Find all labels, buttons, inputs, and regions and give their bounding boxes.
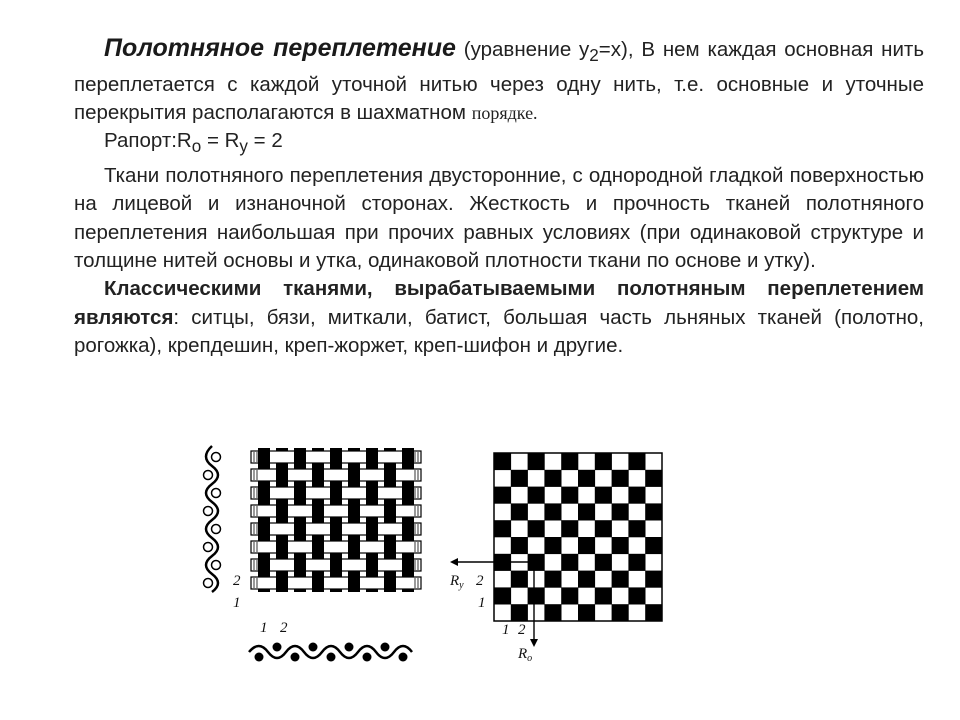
raport-line bbox=[74, 127, 924, 162]
checker-cell bbox=[645, 571, 662, 588]
warp-float bbox=[294, 485, 306, 501]
warp-float bbox=[276, 467, 288, 483]
right-col-label-2: 2 bbox=[518, 622, 526, 638]
weave-structure-figure bbox=[190, 440, 440, 675]
warp-float bbox=[402, 449, 414, 465]
ro-label: $R_o$ bbox=[518, 646, 533, 664]
checker-cell bbox=[561, 453, 578, 470]
warp-float bbox=[330, 485, 342, 501]
checker-cell bbox=[595, 587, 612, 604]
warp-end bbox=[204, 579, 213, 588]
warp-float bbox=[258, 449, 270, 465]
checker-cell bbox=[628, 520, 645, 537]
checker-cell bbox=[578, 571, 595, 588]
warp-float bbox=[348, 467, 360, 483]
row-label-2: 2 bbox=[233, 573, 241, 589]
checker-cell bbox=[595, 520, 612, 537]
weft-end bbox=[345, 643, 354, 652]
warp-float bbox=[384, 503, 396, 519]
checker-cell bbox=[528, 520, 545, 537]
checker-cell bbox=[628, 487, 645, 504]
warp-end bbox=[212, 561, 221, 570]
warp-float bbox=[294, 449, 306, 465]
warp-float bbox=[366, 485, 378, 501]
warp-end bbox=[204, 543, 213, 552]
warp-float bbox=[294, 521, 306, 537]
intro-paragraph bbox=[74, 34, 924, 127]
checker-cell bbox=[628, 587, 645, 604]
warp-float bbox=[258, 485, 270, 501]
right-row-label-2: 2 bbox=[476, 573, 484, 589]
weft-end bbox=[273, 643, 282, 652]
checker-cell bbox=[528, 587, 545, 604]
checker-cell bbox=[578, 537, 595, 554]
raport-label: Рапорт:R bbox=[104, 129, 192, 153]
checker-cell bbox=[511, 503, 528, 520]
weft-end bbox=[255, 653, 264, 662]
warp-end bbox=[204, 471, 213, 480]
warp-float bbox=[330, 449, 342, 465]
checker-cell bbox=[511, 571, 528, 588]
checker-cell bbox=[612, 470, 629, 487]
checker-cell bbox=[612, 604, 629, 621]
checker-cell bbox=[612, 537, 629, 554]
checker-cell bbox=[544, 503, 561, 520]
checker-cell bbox=[528, 453, 545, 470]
row-label-1: 1 bbox=[233, 595, 241, 611]
checker-cell bbox=[494, 487, 511, 504]
checker-cell bbox=[578, 503, 595, 520]
checker-cell bbox=[578, 470, 595, 487]
checker-cell bbox=[494, 453, 511, 470]
warp-float bbox=[276, 539, 288, 555]
warp-float bbox=[384, 575, 396, 591]
right-col-label-1: 1 bbox=[502, 622, 510, 638]
intro-text: =x), В нем каждая основная нить переплетается с каждой уточной нитью через одну нить, т.е. основные и уточные перекрытия располагаются в шахматном bbox=[74, 38, 925, 124]
ry-label: $R_y$ bbox=[450, 573, 464, 591]
warp-float bbox=[384, 467, 396, 483]
warp-float bbox=[384, 539, 396, 555]
raport-sub-o: o bbox=[191, 137, 202, 157]
checker-cell bbox=[511, 537, 528, 554]
checker-cell bbox=[595, 554, 612, 571]
warp-float bbox=[312, 575, 324, 591]
warp-end bbox=[204, 507, 213, 516]
warp-float bbox=[366, 521, 378, 537]
fabrics-list: : ситцы, бязи, миткали, батист, большая часть льняных тканей (полотно, рогожка), крепдешин, креп-жоржет, креп-шифон и другие. bbox=[74, 305, 924, 358]
raport-mid: = R bbox=[201, 129, 240, 153]
warp-float bbox=[312, 467, 324, 483]
warp-float bbox=[402, 485, 414, 501]
intro-equation-open: (уравнение y bbox=[455, 38, 590, 61]
col-label-1: 1 bbox=[260, 620, 268, 636]
warp-float bbox=[330, 557, 342, 573]
warp-float bbox=[348, 539, 360, 555]
warp-float bbox=[276, 575, 288, 591]
checker-cell bbox=[612, 503, 629, 520]
weft-end bbox=[381, 643, 390, 652]
warp-end bbox=[212, 525, 221, 534]
checker-cell bbox=[645, 604, 662, 621]
checkerboard-figure bbox=[440, 440, 680, 670]
warp-float bbox=[402, 521, 414, 537]
checker-cell bbox=[645, 470, 662, 487]
checker-cell bbox=[561, 554, 578, 571]
checker-cell bbox=[544, 537, 561, 554]
checker-cell bbox=[628, 554, 645, 571]
intro-last-word: порядке. bbox=[471, 102, 538, 123]
checker-cell bbox=[628, 453, 645, 470]
weft-end bbox=[291, 653, 300, 662]
checker-cell bbox=[561, 520, 578, 537]
weft-end bbox=[327, 653, 336, 662]
raport-end: = 2 bbox=[247, 129, 283, 153]
checker-cell bbox=[645, 537, 662, 554]
warp-float bbox=[258, 557, 270, 573]
checker-cell bbox=[544, 470, 561, 487]
checker-cell bbox=[561, 487, 578, 504]
checker-cell bbox=[595, 487, 612, 504]
weave-grid bbox=[251, 448, 421, 592]
warp-cross-section bbox=[249, 643, 412, 662]
warp-float bbox=[312, 503, 324, 519]
weft-end bbox=[363, 653, 372, 662]
warp-float bbox=[402, 557, 414, 573]
intro-equation-sub: 2 bbox=[589, 46, 599, 66]
warp-float bbox=[366, 449, 378, 465]
checker-cell bbox=[645, 503, 662, 520]
warp-float bbox=[294, 557, 306, 573]
checker-cell bbox=[578, 604, 595, 621]
warp-float bbox=[330, 521, 342, 537]
warp-float bbox=[348, 575, 360, 591]
warp-float bbox=[348, 503, 360, 519]
warp-end bbox=[212, 489, 221, 498]
fabrics-bold: Классическими тканями, вырабатываемыми полотняным переплетением являются bbox=[74, 277, 924, 329]
checker-cell bbox=[595, 453, 612, 470]
checker-cell bbox=[511, 470, 528, 487]
checker-cell bbox=[561, 587, 578, 604]
raport-sub-y: y bbox=[239, 137, 248, 157]
text-body bbox=[74, 34, 924, 361]
col-label-2: 2 bbox=[280, 620, 288, 636]
warp-float bbox=[366, 557, 378, 573]
weft-end bbox=[309, 643, 318, 652]
warp-end bbox=[212, 453, 221, 462]
checker-cell bbox=[612, 571, 629, 588]
checker-cell bbox=[528, 487, 545, 504]
checker-cell bbox=[544, 571, 561, 588]
weft-cross-section bbox=[204, 446, 221, 592]
warp-float bbox=[312, 539, 324, 555]
section-title: Полотняное переплетение bbox=[104, 34, 456, 62]
warp-float bbox=[258, 521, 270, 537]
checker-cell bbox=[494, 520, 511, 537]
weft-end bbox=[399, 653, 408, 662]
checker-cell bbox=[494, 587, 511, 604]
checker-cell bbox=[544, 604, 561, 621]
fabrics-paragraph bbox=[74, 275, 924, 360]
right-row-label-1: 1 bbox=[478, 595, 486, 611]
warp-float bbox=[276, 503, 288, 519]
properties-paragraph: Ткани полотняного переплетения двусторонние, с однородной гладкой поверхностью на лицевой и изнаночной сторонах. Жесткость и прочность тканей полотняного переплетения наибольшая при прочих равных условиях (при одинаковой структуре и толщине нитей основы и утка, одинаковой плотности ткани по основе и утку). bbox=[74, 163, 924, 273]
checker-cell bbox=[511, 604, 528, 621]
